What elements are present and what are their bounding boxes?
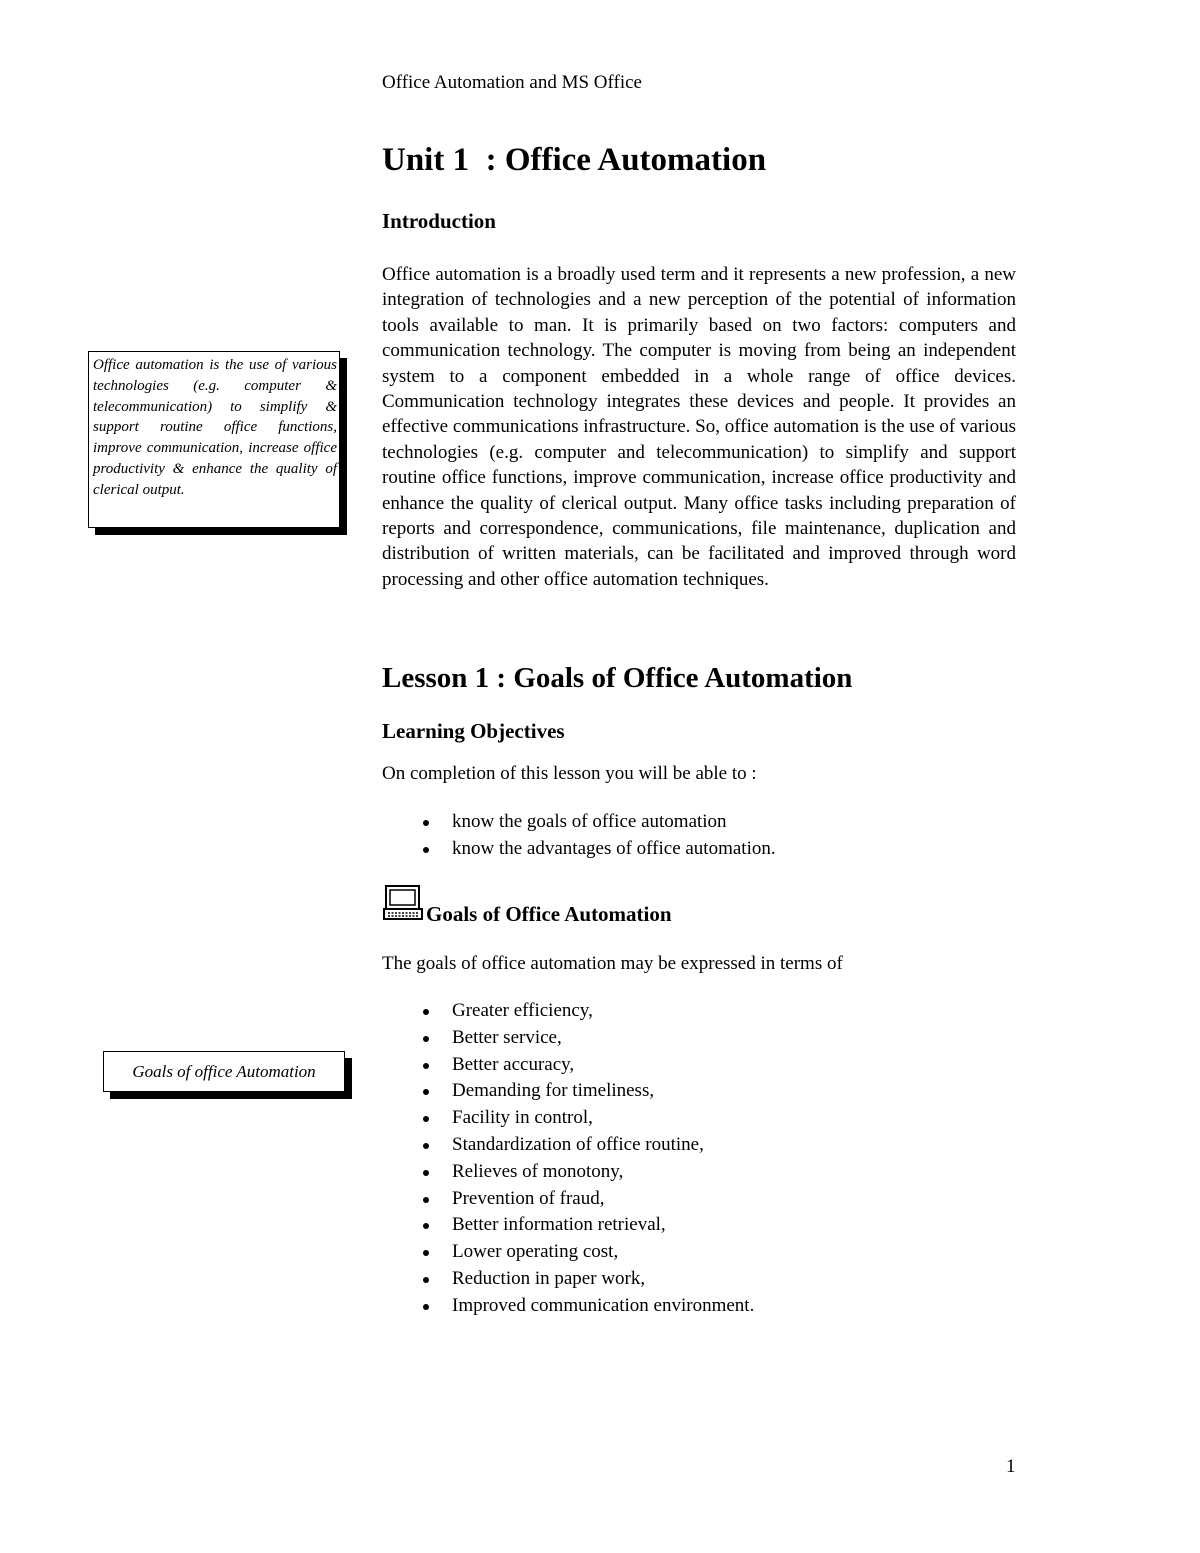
bullet-icon — [423, 1009, 429, 1015]
goals-intro: The goals of office automation may be expressed in terms of — [382, 953, 843, 974]
page-number: 1 — [1006, 1456, 1016, 1477]
sidebar-goals-box — [103, 1051, 345, 1092]
bullet-icon — [423, 1304, 429, 1310]
list-item: Reduction in paper work, — [382, 1266, 754, 1293]
list-item: Standardization of office routine, — [382, 1132, 754, 1159]
bullet-icon — [423, 1250, 429, 1256]
objectives-intro: On completion of this lesson you will be able to : — [382, 763, 757, 784]
bullet-icon — [423, 1036, 429, 1042]
list-item: Facility in control, — [382, 1105, 754, 1132]
list-item: Lower operating cost, — [382, 1239, 754, 1266]
bullet-icon — [423, 1197, 429, 1203]
list-item: Prevention of fraud, — [382, 1186, 754, 1213]
bullet-icon — [423, 1089, 429, 1095]
learning-objectives-heading: Learning Objectives — [382, 719, 565, 743]
list-item: know the goals of office automation — [382, 809, 776, 836]
running-header: Office Automation and MS Office — [382, 72, 642, 93]
objectives-list — [382, 809, 776, 863]
list-item: Relieves of monotony, — [382, 1159, 754, 1186]
list-item: Better service, — [382, 1025, 754, 1052]
bullet-icon — [423, 1063, 429, 1069]
list-item: Better information retrieval, — [382, 1212, 754, 1239]
list-item: Greater efficiency, — [382, 998, 754, 1025]
goals-heading — [382, 885, 672, 927]
bullet-icon — [423, 1277, 429, 1283]
computer-icon — [382, 885, 424, 927]
sidebar-note-text: Office automation is the use of various technologies (e.g. computer & telecommunication) to simplify & support routine office functions, improve communication, increase office productivity & enhance the quality of clerical output. — [93, 357, 337, 498]
list-item: Better accuracy, — [382, 1052, 754, 1079]
bullet-icon — [423, 820, 429, 826]
lesson-title: Lesson 1 : Goals of Office Automation — [382, 662, 853, 694]
list-item: know the advantages of office automation. — [382, 836, 776, 863]
bullet-icon — [423, 1116, 429, 1122]
list-item: Demanding for timeliness, — [382, 1078, 754, 1105]
sidebar-goals-label: Goals of office Automation — [132, 1061, 316, 1081]
bullet-icon — [423, 847, 429, 853]
goals-list — [382, 998, 754, 1320]
goals-heading-text: Goals of Office Automation — [426, 902, 672, 926]
bullet-icon — [423, 1143, 429, 1149]
list-item: Improved communication environment. — [382, 1293, 754, 1320]
introduction-heading: Introduction — [382, 209, 496, 233]
bullet-icon — [423, 1170, 429, 1176]
introduction-paragraph: Office automation is a broadly used term and it represents a new profession, a new integration of technologies and a new perception of the potential of information tools available to man. It is primarily based on two factors: computers and communication technology. The computer is moving from being an independent system to a component embedded in a whole range of office devices. Communication technology integrates these devices and people. It provides an effective communications infrastructure. So, office automation is the use of various technologies (e.g. computer and telecommunication) to simplify and support routine office functions, improve communication, increase office productivity and enhance the quality of clerical output. Many office tasks including preparation of reports and correspondence, communications, file maintenance, duplication and distribution of written materials, can be facilitated and improved through word processing and other office automation techniques. — [382, 264, 1016, 590]
sidebar-note-box — [88, 351, 340, 528]
bullet-icon — [423, 1223, 429, 1229]
unit-title: Unit 1 : Office Automation — [382, 142, 767, 178]
